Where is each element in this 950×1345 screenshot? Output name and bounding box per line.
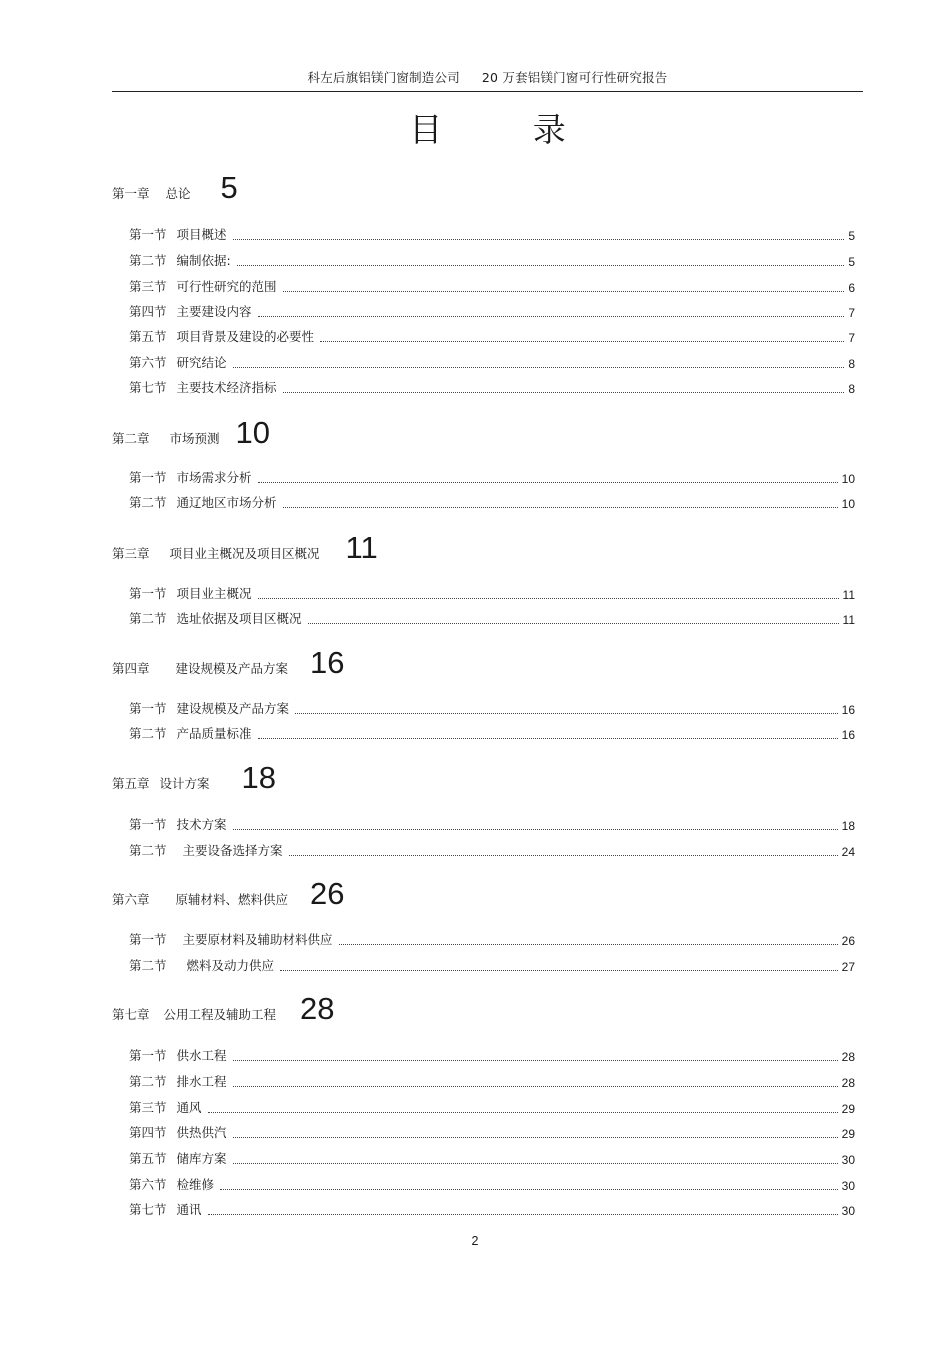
- chapter-title: 原辅材料、燃料供应: [175, 892, 289, 907]
- section-page-number: 10: [841, 497, 855, 511]
- header-company: 科左后旗铝镁门窗制造公司: [307, 70, 460, 85]
- chapter-label: 第二章: [112, 431, 150, 446]
- section-title: 通辽地区市场分析: [176, 495, 277, 510]
- toc-entry[interactable]: [129, 495, 855, 511]
- chapter-page-number: 28: [300, 991, 335, 1026]
- section-page-number: 30: [841, 1179, 855, 1193]
- chapter-label: 第六章: [112, 892, 150, 907]
- section-label: 第六节: [129, 1177, 167, 1192]
- chapter-title: 公用工程及辅助工程: [163, 1007, 277, 1022]
- toc-entry[interactable]: [129, 701, 855, 717]
- section-page-number: 29: [841, 1102, 855, 1116]
- section-title: 排水工程: [176, 1074, 227, 1089]
- chapter-page-number: 5: [220, 170, 238, 205]
- dot-leader: [233, 367, 845, 368]
- section-title: 编制依据:: [176, 253, 231, 268]
- section-title: 可行性研究的范围: [176, 279, 277, 294]
- section-title: 主要技术经济指标: [176, 380, 277, 395]
- chapter-label: 第七章: [112, 1007, 150, 1022]
- dot-leader: [233, 829, 838, 830]
- section-label: 第二节: [129, 253, 167, 268]
- section-title: 市场需求分析: [176, 470, 252, 485]
- section-label: 第四节: [129, 304, 167, 319]
- section-title: 项目概述: [176, 227, 227, 242]
- toc-entry[interactable]: [129, 1125, 855, 1141]
- section-page-number: 16: [841, 728, 855, 742]
- section-page-number: 30: [841, 1204, 855, 1218]
- dot-leader: [320, 341, 844, 342]
- section-label: 第七节: [129, 1202, 167, 1217]
- section-title: 主要建设内容: [176, 304, 252, 319]
- chapter-heading[interactable]: [112, 760, 276, 796]
- dot-leader: [295, 713, 838, 714]
- chapter-title: 项目业主概况及项目区概况: [169, 546, 320, 561]
- section-page-number: 7: [848, 306, 855, 320]
- toc-title: 目 录: [409, 110, 606, 149]
- section-label: 第二节: [129, 495, 167, 510]
- dot-leader: [283, 291, 845, 292]
- dot-leader: [233, 1163, 838, 1164]
- section-page-number: 27: [841, 960, 855, 974]
- chapter-label: 第一章: [112, 186, 150, 201]
- section-title: 产品质量标准: [176, 726, 252, 741]
- toc-entry[interactable]: [129, 958, 855, 974]
- section-page-number: 7: [848, 331, 855, 345]
- section-label: 第二节: [129, 611, 167, 626]
- chapter-title: 设计方案: [159, 776, 210, 791]
- section-title: 项目背景及建设的必要性: [176, 329, 315, 344]
- chapter-label: 第四章: [112, 661, 150, 676]
- toc-entry[interactable]: [129, 380, 855, 396]
- toc-entry[interactable]: [129, 1151, 855, 1167]
- toc-entry[interactable]: [129, 843, 855, 859]
- toc-entry[interactable]: [129, 1100, 855, 1116]
- chapter-heading[interactable]: [112, 645, 345, 681]
- section-title: 通讯: [176, 1202, 202, 1217]
- toc-entry[interactable]: [129, 279, 855, 295]
- section-title: 选址依据及项目区概况: [176, 611, 302, 626]
- dot-leader: [208, 1112, 838, 1113]
- toc-entry[interactable]: [129, 329, 855, 345]
- section-label: 第一节: [129, 586, 167, 601]
- toc-entry[interactable]: [129, 304, 855, 320]
- section-title: 研究结论: [176, 355, 227, 370]
- section-page-number: 5: [848, 255, 855, 269]
- section-title: 供热供汽: [176, 1125, 227, 1140]
- section-title: 项目业主概况: [176, 586, 252, 601]
- dot-leader: [339, 944, 838, 945]
- toc-entry[interactable]: [129, 1048, 855, 1064]
- chapter-label: 第三章: [112, 546, 150, 561]
- section-title: 储库方案: [176, 1151, 227, 1166]
- dot-leader: [283, 507, 838, 508]
- section-label: 第一节: [129, 470, 167, 485]
- section-title: 燃料及动力供应: [186, 958, 275, 973]
- section-page-number: 8: [848, 382, 855, 396]
- chapter-title: 建设规模及产品方案: [175, 661, 289, 676]
- dot-leader: [208, 1214, 838, 1215]
- toc-entry[interactable]: [129, 1074, 855, 1090]
- section-label: 第四节: [129, 1125, 167, 1140]
- dot-leader: [289, 855, 838, 856]
- chapter-heading[interactable]: [112, 415, 270, 451]
- section-page-number: 18: [841, 819, 855, 833]
- section-label: 第五节: [129, 329, 167, 344]
- dot-leader: [280, 970, 838, 971]
- section-label: 第三节: [129, 1100, 167, 1115]
- toc-entry[interactable]: [129, 355, 855, 371]
- toc-entry[interactable]: [129, 726, 855, 742]
- chapter-heading[interactable]: [112, 991, 335, 1027]
- chapter-heading[interactable]: [112, 876, 345, 912]
- header-report-title: 20 万套铝镁门窗可行性研究报告: [481, 70, 668, 85]
- section-label: 第二节: [129, 726, 167, 741]
- section-page-number: 10: [841, 472, 855, 486]
- section-page-number: 8: [848, 357, 855, 371]
- section-label: 第一节: [129, 701, 167, 716]
- chapter-heading[interactable]: [112, 170, 238, 206]
- dot-leader: [220, 1189, 838, 1190]
- section-title: 主要设备选择方案: [182, 843, 283, 858]
- section-page-number: 26: [841, 934, 855, 948]
- dot-leader: [258, 482, 838, 483]
- section-label: 第五节: [129, 1151, 167, 1166]
- section-label: 第二节: [129, 958, 167, 973]
- section-label: 第一节: [129, 817, 167, 832]
- section-label: 第一节: [129, 227, 167, 242]
- section-title: 建设规模及产品方案: [176, 701, 290, 716]
- chapter-page-number: 18: [241, 760, 277, 795]
- section-page-number: 11: [842, 588, 855, 602]
- chapter-label: 第五章: [112, 776, 150, 791]
- toc-entry[interactable]: [129, 611, 855, 627]
- section-page-number: 24: [841, 845, 855, 859]
- toc-entry[interactable]: [129, 932, 855, 948]
- toc-entry[interactable]: [129, 253, 855, 269]
- dot-leader: [233, 239, 845, 240]
- dot-leader: [233, 1060, 838, 1061]
- section-page-number: 6: [848, 281, 855, 295]
- dot-leader: [258, 316, 845, 317]
- toc-entry[interactable]: [129, 227, 855, 243]
- section-label: 第二节: [129, 843, 167, 858]
- section-page-number: 28: [841, 1076, 855, 1090]
- dot-leader: [233, 1137, 838, 1138]
- section-label: 第七节: [129, 380, 167, 395]
- section-title: 技术方案: [176, 817, 227, 832]
- section-label: 第一节: [129, 1048, 167, 1063]
- section-title: 供水工程: [176, 1048, 227, 1063]
- section-page-number: 5: [848, 229, 855, 243]
- dot-leader: [237, 265, 845, 266]
- section-page-number: 28: [841, 1050, 855, 1064]
- toc-entry[interactable]: [129, 470, 855, 486]
- chapter-page-number: 26: [310, 876, 345, 911]
- chapter-heading[interactable]: [112, 530, 378, 566]
- chapter-title: 总论: [165, 186, 191, 201]
- chapter-page-number: 16: [310, 645, 345, 680]
- dot-leader: [233, 1086, 838, 1087]
- section-page-number: 11: [842, 613, 855, 627]
- section-label: 第一节: [129, 932, 167, 947]
- section-title: 通风: [176, 1100, 202, 1115]
- chapter-title: 市场预测: [169, 431, 220, 446]
- chapter-page-number: 10: [235, 415, 271, 450]
- toc-entry[interactable]: [129, 1177, 855, 1193]
- dot-leader: [283, 392, 845, 393]
- section-title: 检维修: [176, 1177, 215, 1192]
- dot-leader: [308, 623, 839, 624]
- section-page-number: 30: [841, 1153, 855, 1167]
- toc-entry[interactable]: [129, 817, 855, 833]
- dot-leader: [258, 598, 839, 599]
- section-label: 第六节: [129, 355, 167, 370]
- dot-leader: [258, 738, 838, 739]
- toc-entry[interactable]: [129, 586, 855, 602]
- section-page-number: 29: [841, 1127, 855, 1141]
- toc-entry[interactable]: [129, 1202, 855, 1218]
- section-page-number: 16: [841, 703, 855, 717]
- section-title: 主要原材料及辅助材料供应: [182, 932, 333, 947]
- chapter-page-number: 11: [345, 530, 378, 565]
- section-label: 第三节: [129, 279, 167, 294]
- page-number: 2: [471, 1234, 479, 1248]
- section-label: 第二节: [129, 1074, 167, 1089]
